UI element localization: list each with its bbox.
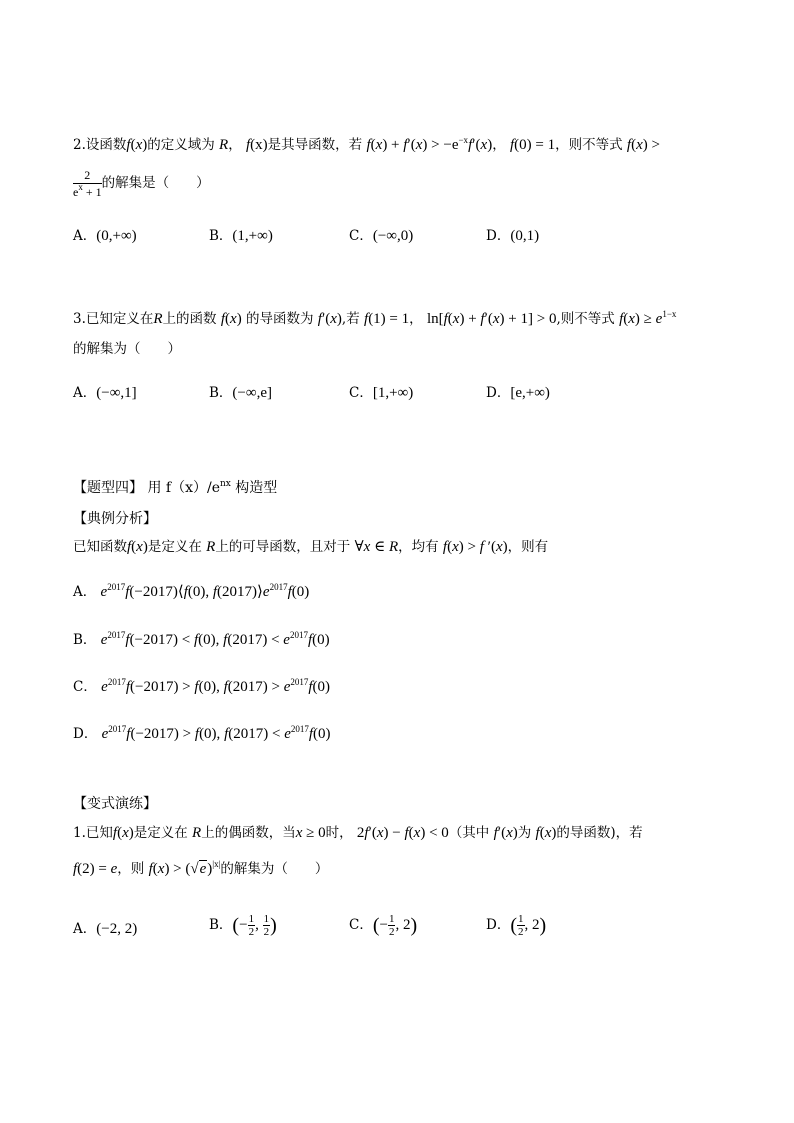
example-option-a[interactable]: A． $e^{2017}f(-2017)⟨f(0)$, $f(2017)⟩e^{2017}f(0)$: [73, 582, 310, 600]
q2-option-d[interactable]: D．(0,1): [486, 228, 540, 244]
text: 的解集为（ ）: [220, 861, 329, 877]
text: 时，: [325, 825, 353, 841]
text: 为: [517, 825, 532, 841]
text: ，: [409, 311, 423, 327]
variant-option-c[interactable]: C．(− $\frac{1}{2}$ , 2): [349, 913, 418, 938]
q3-option-d[interactable]: D．[e,+∞): [486, 385, 550, 401]
text: ，: [492, 137, 506, 153]
question-3-line-2: [73, 339, 181, 359]
text: ,若: [341, 311, 360, 327]
section-4-title: 【题型四】 用 $f(x)/e^{nx}$ 构造型: [73, 479, 278, 496]
text: 是其导函数，若: [267, 137, 363, 153]
text: 的导函数)，若: [556, 825, 643, 841]
q3-option-a[interactable]: A．(−∞,1]: [73, 385, 137, 401]
text: 3.已知定义在: [73, 311, 154, 327]
text: 的解集为（ ）: [73, 341, 181, 357]
q2-option-a[interactable]: A．(0,+∞): [73, 228, 137, 244]
example-option-b[interactable]: B． $e^{2017}f(-2017) < f(0)$, $f(2017) < e^{2017}f(0)$: [73, 630, 330, 648]
q2-option-b[interactable]: B．(1,+∞): [209, 228, 273, 244]
text: 1.已知: [73, 825, 113, 841]
text: 上的可导函数，且对于: [215, 539, 351, 555]
example-option-d[interactable]: D． $e^{2017}f(-2017) > f(0)$, $f(2017) < e^{2017}f(0)$: [73, 724, 331, 742]
text: 2.设函数: [73, 137, 127, 153]
text: （其中: [448, 825, 490, 841]
example-option-c[interactable]: C． $e^{2017}f(-2017) > f(0)$, $f(2017) > e^{2017}f(0)$: [73, 677, 331, 695]
text: ，均有: [398, 539, 439, 555]
variant-option-d[interactable]: D．( $\frac{1}{2}$ , 2): [486, 913, 547, 938]
q3-option-c[interactable]: C．[1,+∞): [349, 385, 414, 401]
variant-question-line-1: 1.已知f(x)是定义在 R上的偶函数，当x ≥ 0时， 2f′(x) − f(x) < 0（其中 f′(x)为 f(x)的导函数)，若: [73, 825, 643, 841]
variant-title: 【变式演练】: [73, 796, 157, 812]
variant-option-a[interactable]: A．(−2, 2): [73, 921, 138, 937]
example-question: 已知函数f(x)是定义在 R上的可导函数，且对于 ∀x ∈ R，均有 f(x) > f ′(x)，则有: [73, 539, 549, 555]
text: 已知函数: [73, 539, 127, 555]
text: ，则有: [507, 539, 549, 555]
text: 是定义在: [133, 825, 188, 841]
text: ，则: [117, 861, 145, 877]
text: 是定义在: [147, 539, 202, 555]
question-2-line-2: [73, 167, 210, 200]
question-3-line-1: 3.已知定义在R上的函数 f(x) 的导函数为 f′(x),若 f(1) = 1， ln[f(x) + f′(x) + 1] > 0,则不等式 $f(x) \ge e^{1-x}$: [73, 309, 677, 327]
section-4-subtitle: 【典例分析】: [73, 511, 157, 527]
text: ，则不等式: [555, 137, 623, 153]
fraction: $\frac{2}{e^x + 1}$: [73, 168, 102, 199]
text: 的导函数为: [246, 311, 314, 327]
text: ,则不等式: [556, 311, 615, 327]
q3-option-b[interactable]: B．(−∞,e]: [209, 385, 272, 401]
q2-option-c[interactable]: C．(−∞,0): [349, 228, 414, 244]
text: 上的函数: [162, 311, 217, 327]
variant-question-line-2: f(2) = e，则 $f(x) > (√e)^{|x|}$的解集为（ ）: [73, 859, 329, 877]
text: 的解集是（ ）: [101, 175, 210, 191]
question-2-line-1: 2.设函数f(x)的定义域为 R， f(x)是其导函数，若 $f(x) + f'(x) > -e^{-x}f'(x)$， f(0) = 1，则不等式 f(x) >: [73, 135, 660, 153]
text: 上的偶函数，当: [201, 825, 296, 841]
text: 的定义域为: [147, 137, 215, 153]
variant-option-b[interactable]: B．(− $\frac{1}{2}$ , $\frac{1}{2}$ ): [209, 913, 277, 938]
